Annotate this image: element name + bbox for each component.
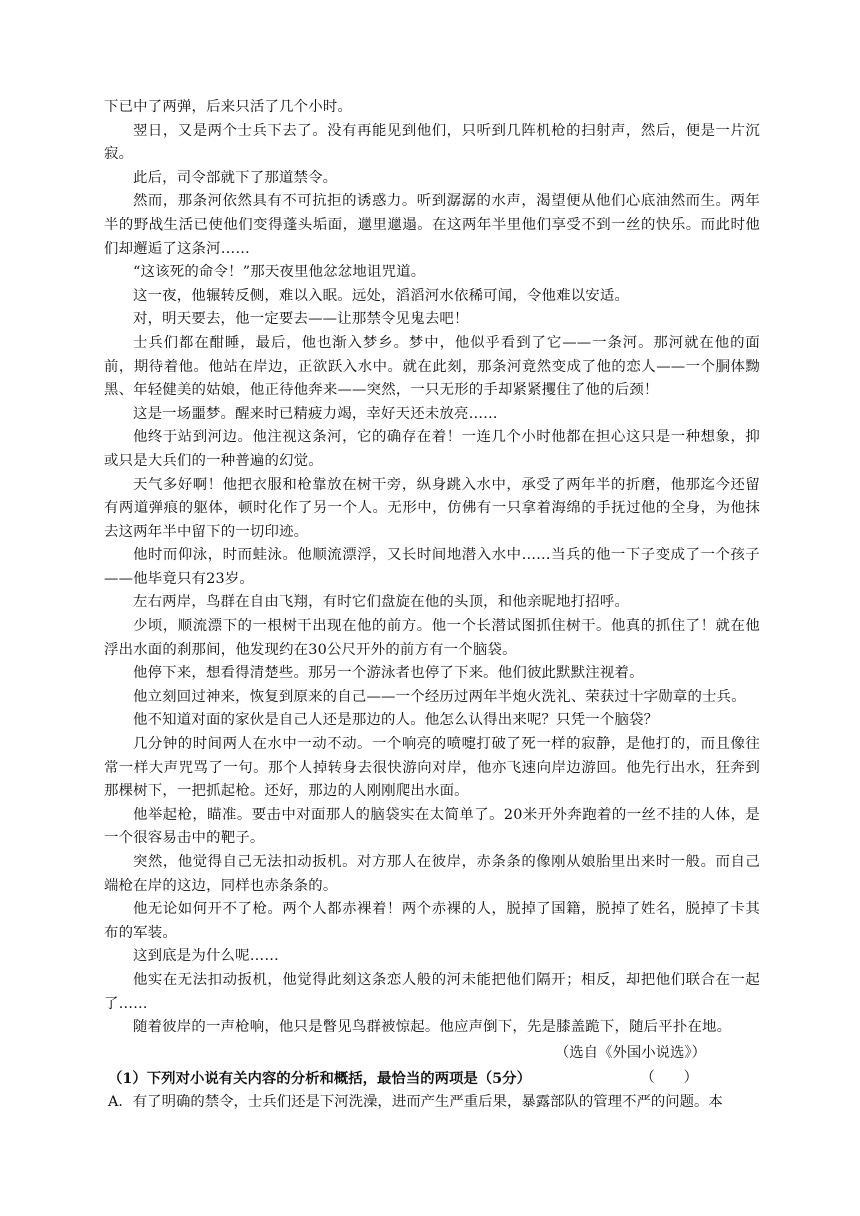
paragraph: 他无论如何开不了枪。两个人都赤裸着！两个赤裸的人，脱掉了国籍，脱掉了姓名，脱掉了卡其布的军装。 (104, 901, 760, 941)
question-text: （1）下列对小说有关内容的分析和概括，最恰当的两项是（5分） (108, 1070, 531, 1088)
paragraph: 此后，司令部就下了那道禁令。 (133, 169, 338, 186)
paragraph: 突然，他觉得自己无法扣动扳机。对方那人在彼岸，赤条条的像刚从娘胎里出来时一般。而自己端枪在岸的这边，同样也赤条条的。 (104, 854, 760, 894)
paragraph: 对，明天要去，他一定要去——让那禁令见鬼去吧！ (133, 311, 469, 328)
paragraph: “这该死的命令！”那天夜里他忿忿地诅咒道。 (133, 264, 426, 281)
paragraph: 左右两岸，鸟群在自由飞翔，有时它们盘旋在他的头顶，和他亲昵地打招呼。 (133, 594, 630, 611)
paragraph: 翌日，又是两个士兵下去了。没有再能见到他们，只听到几阵机枪的扫射声，然后，便是一片沉寂。 (104, 122, 760, 163)
paragraph: 他终于站到河边。他注视这条河，它的确存在着！一连几个小时他都在担心这只是一种想象，抑或只是大兵们的一种普遍的幻觉。 (104, 429, 760, 469)
document-body (104, 96, 760, 1115)
paragraph: 他举起枪，瞄准。要击中对面那人的脑袋实在太简单了。20米开外奔跑着的一丝不挂的人体，是一个很容易击中的靶子。 (104, 806, 760, 847)
paragraph: 少顷，顺流漂下的一根树干出现在他的前方。他一个长潜试图抓住树干。他真的抓住了！就在他浮出水面的刹那间，他发现约在30公尺开外的前方有一个脑袋。 (104, 618, 760, 658)
paragraph: 他不知道对面的家伙是自己人还是那边的人。他怎么认得出来呢？只凭一个脑袋？ (133, 712, 659, 729)
option-a: A．有了明确的禁令，士兵们还是下河洗澡，进而产生严重后果，暴露部队的管理不严的问题。本 (108, 1093, 723, 1110)
paragraph: 这到底是为什么呢…… (133, 948, 279, 965)
paragraph: 下已中了两弹，后来只活了几个小时。 (104, 99, 353, 115)
paragraph: 然而，那条河依然具有不可抗拒的诱惑力。听到潺潺的水声，渴望便从他们心底油然而生。两年半的野战生活已使他们变得蓬头垢面，邋里邋遢。在这两年半里他们享受不到一丝的快乐。而此时他们却邂逅了这条河…… (104, 193, 760, 257)
source-citation: （选自《外国小说选》） (554, 1044, 706, 1061)
paragraph: 随着彼岸的一声枪响，他只是瞥见鸟群被惊起。他应声倒下，先是膝盖跪下，随后平扑在地。 (133, 1019, 732, 1036)
paragraph: 这是一场噩梦。醒来时已精疲力竭，幸好天还未放亮…… (133, 405, 498, 422)
answer-blank[interactable]: （ ） (640, 1070, 698, 1087)
question-stem (108, 1067, 760, 1091)
paragraph: 他立刻回过神来，恢复到原来的自己——一个经历过两年半炮火洗礼、荣获过十字勋章的士兵。 (133, 688, 746, 705)
paragraph: 他停下来，想看得清楚些。那另一个游泳者也停了下来。他们彼此默默注视着。 (133, 665, 644, 682)
paragraph: 这一夜，他辗转反侧，难以入眠。远处，滔滔河水依稀可闻，令他难以安适。 (133, 287, 630, 304)
paragraph: 他实在无法扣动扳机，他觉得此刻这条恋人般的河未能把他们隔开；相反，却把他们联合在一起了…… (104, 971, 760, 1012)
paragraph: 他时而仰泳，时而蛙泳。他顺流漂浮，又长时间地潜入水中……当兵的他一下子变成了一个孩子——他毕竟只有23岁。 (104, 547, 760, 587)
paragraph: 天气多好啊！他把衣服和枪靠放在树干旁，纵身跳入水中，承受了两年半的折磨，他那迄今还留有两道弹痕的躯体，顿时化作了另一个人。无形中，仿佛有一只拿着海绵的手抚过他的全身，为他抹去这两年半中留下的一切印迹。 (104, 476, 760, 540)
paragraph: 士兵们都在酣睡，最后，他也渐入梦乡。梦中，他似乎看到了它——一条河。那河就在他的面前，期待着他。他站在岸边，正欲跃入水中。就在此刻，那条河竟然变成了他的恋人——一个胴体黝黑、年轻健美的姑娘，他正待他奔来——突然，一只无形的手却紧紧攫住了他的后颈！ (104, 334, 760, 399)
paragraph: 几分钟的时间两人在水中一动不动。一个响亮的喷嚏打破了死一样的寂静，是他打的，而且像往常一样大声咒骂了一句。那个人掉转身去很快游向对岸，他亦飞速向岸边游回。他先行出水，狂奔到那棵树下，一把抓起枪。还好，那边的人刚刚爬出水面。 (104, 736, 760, 800)
